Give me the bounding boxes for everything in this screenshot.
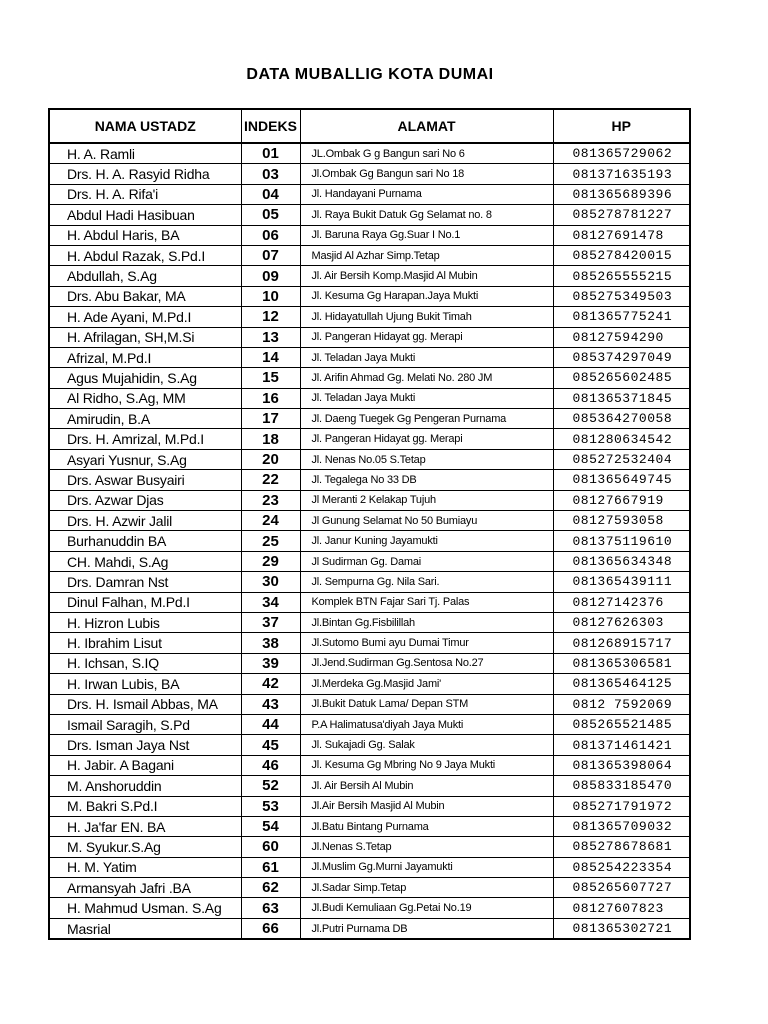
cell-name: H. M. Yatim (49, 857, 241, 877)
cell-index: 15 (241, 368, 300, 388)
cell-address: Jl.Merdeka Gg.Masjid Jami' (300, 674, 553, 694)
cell-name: Drs. Azwar Djas (49, 490, 241, 510)
cell-name: H. Mahmud Usman. S.Ag (49, 898, 241, 918)
cell-index: 53 (241, 796, 300, 816)
cell-index: 46 (241, 755, 300, 775)
cell-index: 42 (241, 674, 300, 694)
cell-address: Jl. Kesuma Gg Mbring No 9 Jaya Mukti (300, 755, 553, 775)
cell-address: Jl. Air Bersih Komp.Masjid Al Mubin (300, 266, 553, 286)
cell-name: Drs. Aswar Busyairi (49, 470, 241, 490)
table-row (49, 266, 690, 286)
cell-name: Abdullah, S.Ag (49, 266, 241, 286)
cell-phone: 08127607823 (553, 898, 690, 918)
cell-phone: 085265602485 (553, 368, 690, 388)
cell-address: Jl.Bintan Gg.Fisbilillah (300, 612, 553, 632)
cell-index: 23 (241, 490, 300, 510)
cell-index: 01 (241, 143, 300, 164)
cell-address: Jl.Muslim Gg.Murni Jayamukti (300, 857, 553, 877)
cell-name: H. Ja'far EN. BA (49, 816, 241, 836)
cell-name: Afrizal, M.Pd.I (49, 347, 241, 367)
cell-address: Jl.Bukit Datuk Lama/ Depan STM (300, 694, 553, 714)
cell-address: Komplek BTN Fajar Sari Tj. Palas (300, 592, 553, 612)
cell-name: Drs. H. A. Rifa'i (49, 184, 241, 204)
cell-name: H. Jabir. A Bagani (49, 755, 241, 775)
cell-address: Jl. Teladan Jaya Mukti (300, 347, 553, 367)
column-header-phone: HP (553, 109, 690, 143)
cell-address: Jl. Janur Kuning Jayamukti (300, 531, 553, 551)
cell-phone: 081365306581 (553, 653, 690, 673)
cell-phone: 085265521485 (553, 714, 690, 734)
cell-index: 24 (241, 511, 300, 531)
table-row (49, 572, 690, 592)
cell-index: 61 (241, 857, 300, 877)
cell-address: Jl.Nenas S.Tetap (300, 837, 553, 857)
cell-phone: 081365775241 (553, 307, 690, 327)
cell-phone: 081365649745 (553, 470, 690, 490)
cell-name: Drs. H. Ismail Abbas, MA (49, 694, 241, 714)
cell-address: Jl Sudirman Gg. Damai (300, 551, 553, 571)
table-row (49, 694, 690, 714)
cell-address: Jl. Kesuma Gg Harapan.Jaya Mukti (300, 286, 553, 306)
table-row (49, 409, 690, 429)
cell-phone: 08127667919 (553, 490, 690, 510)
cell-phone: 081365729062 (553, 143, 690, 164)
cell-phone: 085271791972 (553, 796, 690, 816)
cell-phone: 085278678681 (553, 837, 690, 857)
cell-address: Masjid Al Azhar Simp.Tetap (300, 245, 553, 265)
cell-name: Dinul Falhan, M.Pd.I (49, 592, 241, 612)
cell-address: Jl. Pangeran Hidayat gg. Merapi (300, 327, 553, 347)
page-title: DATA MUBALLIG KOTA DUMAI (246, 66, 494, 83)
cell-name: Drs. H. Amrizal, M.Pd.I (49, 429, 241, 449)
table-row (49, 347, 690, 367)
cell-name: M. Bakri S.Pd.I (49, 796, 241, 816)
table-row (49, 837, 690, 857)
table-row (49, 531, 690, 551)
cell-address: Jl. Handayani Purnama (300, 184, 553, 204)
cell-index: 04 (241, 184, 300, 204)
cell-address: Jl. Sukajadi Gg. Salak (300, 735, 553, 755)
cell-address: JL.Ombak G g Bangun sari No 6 (300, 143, 553, 164)
cell-index: 43 (241, 694, 300, 714)
table-row (49, 674, 690, 694)
cell-address: Jl.Budi Kemuliaan Gg.Petai No.19 (300, 898, 553, 918)
cell-index: 20 (241, 449, 300, 469)
cell-index: 22 (241, 470, 300, 490)
table-row (49, 816, 690, 836)
cell-name: Drs. Isman Jaya Nst (49, 735, 241, 755)
cell-name: H. Afrilagan, SH,M.Si (49, 327, 241, 347)
cell-phone: 081371635193 (553, 164, 690, 184)
cell-index: 29 (241, 551, 300, 571)
cell-index: 44 (241, 714, 300, 734)
cell-index: 60 (241, 837, 300, 857)
cell-phone: 081365709032 (553, 816, 690, 836)
cell-address: P.A Halimatusa'diyah Jaya Mukti (300, 714, 553, 734)
cell-phone: 081365398064 (553, 755, 690, 775)
cell-phone: 081268915717 (553, 633, 690, 653)
table-row (49, 612, 690, 632)
cell-address: Jl Gunung Selamat No 50 Bumiayu (300, 511, 553, 531)
cell-phone: 085374297049 (553, 347, 690, 367)
cell-phone: 081365689396 (553, 184, 690, 204)
cell-index: 18 (241, 429, 300, 449)
cell-phone: 081365634348 (553, 551, 690, 571)
cell-name: Drs. Damran Nst (49, 572, 241, 592)
cell-phone: 081371461421 (553, 735, 690, 755)
table-row (49, 164, 690, 184)
cell-phone: 085254223354 (553, 857, 690, 877)
cell-name: M. Anshoruddin (49, 776, 241, 796)
cell-index: 34 (241, 592, 300, 612)
cell-name: Agus Mujahidin, S.Ag (49, 368, 241, 388)
cell-index: 03 (241, 164, 300, 184)
cell-phone: 0812 7592069 (553, 694, 690, 714)
cell-phone: 081365302721 (553, 918, 690, 939)
cell-phone: 081365464125 (553, 674, 690, 694)
cell-name: H. Ade Ayani, M.Pd.I (49, 307, 241, 327)
cell-index: 10 (241, 286, 300, 306)
cell-address: Jl. Arifin Ahmad Gg. Melati No. 280 JM (300, 368, 553, 388)
cell-address: Jl.Sadar Simp.Tetap (300, 878, 553, 898)
cell-address: Jl. Daeng Tuegek Gg Pengeran Purnama (300, 409, 553, 429)
cell-phone: 085265607727 (553, 878, 690, 898)
table-row (49, 143, 690, 164)
muballig-table (48, 108, 691, 940)
table-row (49, 245, 690, 265)
cell-address: Jl. Sempurna Gg. Nila Sari. (300, 572, 553, 592)
cell-name: Abdul Hadi Hasibuan (49, 205, 241, 225)
cell-name: Drs. H. A. Rasyid Ridha (49, 164, 241, 184)
cell-index: 52 (241, 776, 300, 796)
cell-phone: 081280634542 (553, 429, 690, 449)
table-row (49, 225, 690, 245)
table-row (49, 755, 690, 775)
cell-name: H. Hizron Lubis (49, 612, 241, 632)
table-row (49, 918, 690, 939)
cell-index: 12 (241, 307, 300, 327)
table-row (49, 653, 690, 673)
cell-index: 07 (241, 245, 300, 265)
cell-phone: 085265555215 (553, 266, 690, 286)
cell-name: Burhanuddin BA (49, 531, 241, 551)
column-header-name: NAMA USTADZ (49, 109, 241, 143)
cell-phone: 085278420015 (553, 245, 690, 265)
table-row (49, 551, 690, 571)
table-row (49, 205, 690, 225)
cell-name: M. Syukur.S.Ag (49, 837, 241, 857)
table-row (49, 878, 690, 898)
cell-name: H. Ichsan, S.IQ (49, 653, 241, 673)
cell-address: Jl.Sutomo Bumi ayu Dumai Timur (300, 633, 553, 653)
cell-name: Drs. H. Azwir Jalil (49, 511, 241, 531)
cell-address: Jl. Baruna Raya Gg.Suar I No.1 (300, 225, 553, 245)
cell-address: Jl.Air Bersih Masjid Al Mubin (300, 796, 553, 816)
column-header-index: INDEKS (241, 109, 300, 143)
cell-name: Al Ridho, S.Ag, MM (49, 388, 241, 408)
cell-address: Jl.Putri Purnama DB (300, 918, 553, 939)
cell-index: 66 (241, 918, 300, 939)
table-row (49, 857, 690, 877)
table-row (49, 368, 690, 388)
cell-phone: 085278781227 (553, 205, 690, 225)
cell-name: H. Ibrahim Lisut (49, 633, 241, 653)
cell-address: Jl. Nenas No.05 S.Tetap (300, 449, 553, 469)
cell-name: Asyari Yusnur, S.Ag (49, 449, 241, 469)
table-row (49, 490, 690, 510)
cell-phone: 081365371845 (553, 388, 690, 408)
cell-phone: 085364270058 (553, 409, 690, 429)
cell-phone: 081365439111 (553, 572, 690, 592)
cell-name: Drs. Abu Bakar, MA (49, 286, 241, 306)
table-row (49, 327, 690, 347)
table-row (49, 511, 690, 531)
cell-phone: 08127626303 (553, 612, 690, 632)
cell-phone: 085272532404 (553, 449, 690, 469)
table-row (49, 735, 690, 755)
table-row (49, 776, 690, 796)
cell-index: 06 (241, 225, 300, 245)
cell-phone: 08127593058 (553, 511, 690, 531)
column-header-address: ALAMAT (300, 109, 553, 143)
cell-index: 13 (241, 327, 300, 347)
cell-address: Jl. Hidayatullah Ujung Bukit Timah (300, 307, 553, 327)
cell-index: 45 (241, 735, 300, 755)
table-row (49, 592, 690, 612)
cell-index: 38 (241, 633, 300, 653)
table-row (49, 898, 690, 918)
cell-index: 39 (241, 653, 300, 673)
table-body (49, 143, 690, 939)
cell-index: 14 (241, 347, 300, 367)
cell-address: Jl.Ombak Gg Bangun sari No 18 (300, 164, 553, 184)
cell-address: Jl. Tegalega No 33 DB (300, 470, 553, 490)
cell-address: Jl. Teladan Jaya Mukti (300, 388, 553, 408)
table-row (49, 184, 690, 204)
cell-name: Ismail Saragih, S.Pd (49, 714, 241, 734)
cell-index: 05 (241, 205, 300, 225)
cell-phone: 08127594290 (553, 327, 690, 347)
cell-index: 63 (241, 898, 300, 918)
table-row (49, 449, 690, 469)
cell-phone: 081375119610 (553, 531, 690, 551)
table-row (49, 633, 690, 653)
cell-index: 17 (241, 409, 300, 429)
table-row (49, 429, 690, 449)
table-header-row (49, 109, 690, 143)
cell-phone: 08127691478 (553, 225, 690, 245)
cell-index: 54 (241, 816, 300, 836)
cell-name: H. Irwan Lubis, BA (49, 674, 241, 694)
table-row (49, 307, 690, 327)
table-row (49, 470, 690, 490)
table-row (49, 388, 690, 408)
cell-name: H. Abdul Razak, S.Pd.I (49, 245, 241, 265)
cell-address: Jl.Jend.Sudirman Gg.Sentosa No.27 (300, 653, 553, 673)
cell-name: CH. Mahdi, S.Ag (49, 551, 241, 571)
cell-address: Jl. Pangeran Hidayat gg. Merapi (300, 429, 553, 449)
table-row (49, 796, 690, 816)
cell-address: Jl. Raya Bukit Datuk Gg Selamat no. 8 (300, 205, 553, 225)
cell-name: Amirudin, B.A (49, 409, 241, 429)
cell-phone: 085275349503 (553, 286, 690, 306)
cell-phone: 08127142376 (553, 592, 690, 612)
cell-address: Jl Meranti 2 Kelakap Tujuh (300, 490, 553, 510)
cell-index: 16 (241, 388, 300, 408)
cell-index: 09 (241, 266, 300, 286)
cell-address: Jl.Batu Bintang Purnama (300, 816, 553, 836)
table-row (49, 286, 690, 306)
cell-name: Masrial (49, 918, 241, 939)
cell-name: H. Abdul Haris, BA (49, 225, 241, 245)
cell-name: Armansyah Jafri .BA (49, 878, 241, 898)
cell-index: 30 (241, 572, 300, 592)
cell-index: 25 (241, 531, 300, 551)
cell-address: Jl. Air Bersih Al Mubin (300, 776, 553, 796)
cell-name: H. A. Ramli (49, 143, 241, 164)
cell-index: 62 (241, 878, 300, 898)
table-row (49, 714, 690, 734)
cell-index: 37 (241, 612, 300, 632)
cell-phone: 085833185470 (553, 776, 690, 796)
